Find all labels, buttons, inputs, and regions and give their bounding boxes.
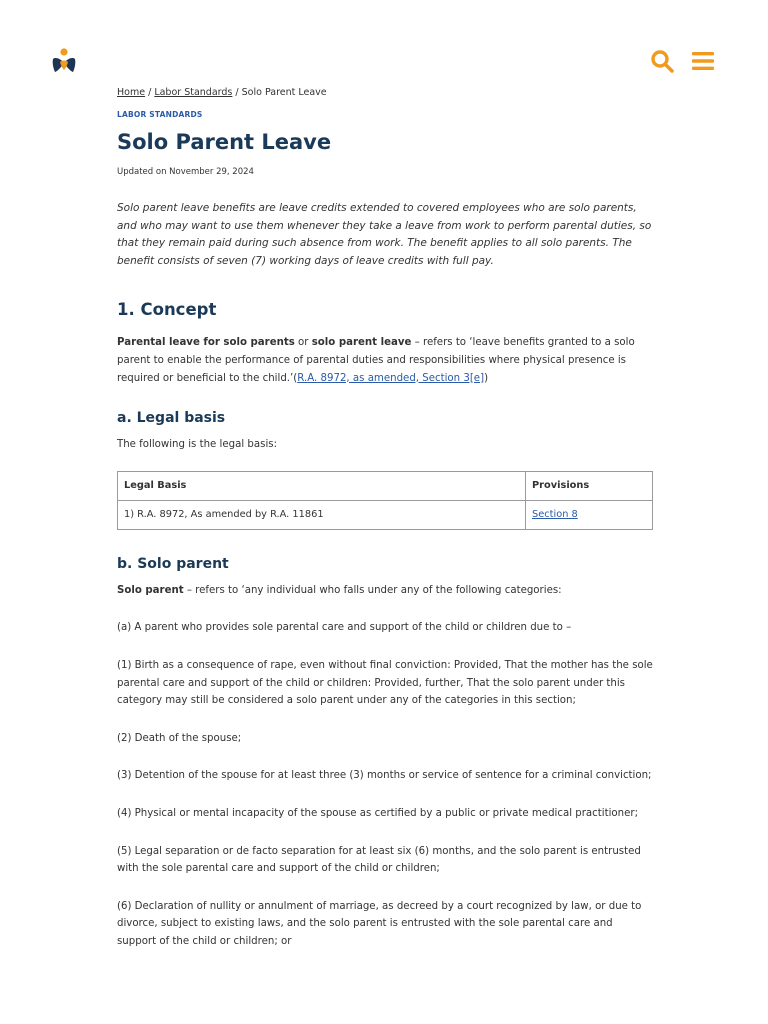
article [117, 86, 653, 950]
breadcrumb-labor-standards-link[interactable]: Labor Standards [154, 87, 233, 98]
concept-heading: 1. Concept [117, 300, 217, 320]
breadcrumb-separator: / [145, 87, 155, 98]
breadcrumb-home-link[interactable]: Home [117, 87, 146, 98]
intro-summary: Solo parent leave benefits are leave credits extended to covered employees who are solo parents, and who may want to use them whenever they take a leave from work to perform parental duties, so that they remain paid during such absence from work. The benefit applies to all solo parents. The benefit consists of seven (7) working days of leave credits with full pay. [117, 202, 652, 267]
solo-parent-term: Solo parent [117, 584, 184, 596]
citation-paren: ) [484, 372, 489, 384]
table-header-legal-basis: Legal Basis [118, 471, 526, 500]
list-item: (6) Declaration of nullity or annulment of marriage, as decreed by a court recognized by law, or due to divorce, subject to existing laws, and the solo parent is entrusted with the sole parental care and support of the child or children; or [117, 900, 642, 947]
list-item: (1) Birth as a consequence of rape, even without final conviction: Provided, That the mother has the sole parental care and support of the child or children: Provided, further, That the solo parent under this category may still be considered a solo parent under any of the categories in this section; [117, 659, 653, 707]
list-item: (4) Physical or mental incapacity of the spouse as certified by a public or private medical practitioner; [117, 807, 639, 819]
list-item: (2) Death of the spouse; [117, 732, 242, 744]
legal-basis-table [117, 471, 653, 530]
concept-term: Parental leave for solo parents [117, 337, 295, 349]
concept-or: or [294, 337, 312, 349]
citation-link[interactable]: R.A. 8972, as amended, Section 3[e] [297, 372, 485, 384]
search-icon[interactable] [650, 49, 674, 73]
concept-paragraph [117, 334, 653, 387]
solo-parent-heading: b. Solo parent [117, 555, 229, 572]
table-header-provisions: Provisions [526, 471, 653, 500]
citation-paren: ( [293, 372, 298, 384]
concept-term: solo parent leave [311, 337, 412, 349]
solo-parent-definition-text: – refers to ‘any individual who falls under any of the following categories: [183, 584, 562, 596]
breadcrumb-current: Solo Parent Leave [241, 87, 327, 98]
hamburger-menu-icon[interactable] [692, 51, 714, 71]
list-item: (5) Legal separation or de facto separation for at least six (6) months, and the solo parent is entrusted with the sole parental care and support of the child or children; [117, 845, 641, 875]
section-8-link[interactable]: Section 8 [532, 509, 578, 521]
page-title: Solo Parent Leave [117, 130, 332, 154]
table-cell-basis: 1) R.A. 8972, As amended by R.A. 11861 [118, 500, 526, 529]
breadcrumb [117, 86, 653, 100]
site-header [0, 0, 768, 90]
table-cell-provision [526, 500, 653, 529]
table-row [118, 500, 653, 529]
list-item: (3) Detention of the spouse for at least three (3) months or service of sentence for a criminal conviction; [117, 770, 652, 782]
legal-basis-heading: a. Legal basis [117, 410, 226, 427]
updated-date: Updated on November 29, 2024 [117, 167, 254, 177]
category-label: LABOR STANDARDS [117, 110, 203, 119]
list-item: (a) A parent who provides sole parental care and support of the child or children due to – [117, 622, 572, 634]
family-logo-icon[interactable] [52, 48, 76, 74]
legal-basis-intro: The following is the legal basis: [117, 439, 278, 451]
breadcrumb-separator: / [232, 87, 242, 98]
concept-definition: – refers to ‘leave benefits granted to a solo parent to enable the performance of parental duties and responsibilities where physical presence is required or beneficial to the child.’ [117, 337, 635, 384]
table-header-row [118, 471, 653, 500]
solo-parent-definition [117, 582, 653, 600]
